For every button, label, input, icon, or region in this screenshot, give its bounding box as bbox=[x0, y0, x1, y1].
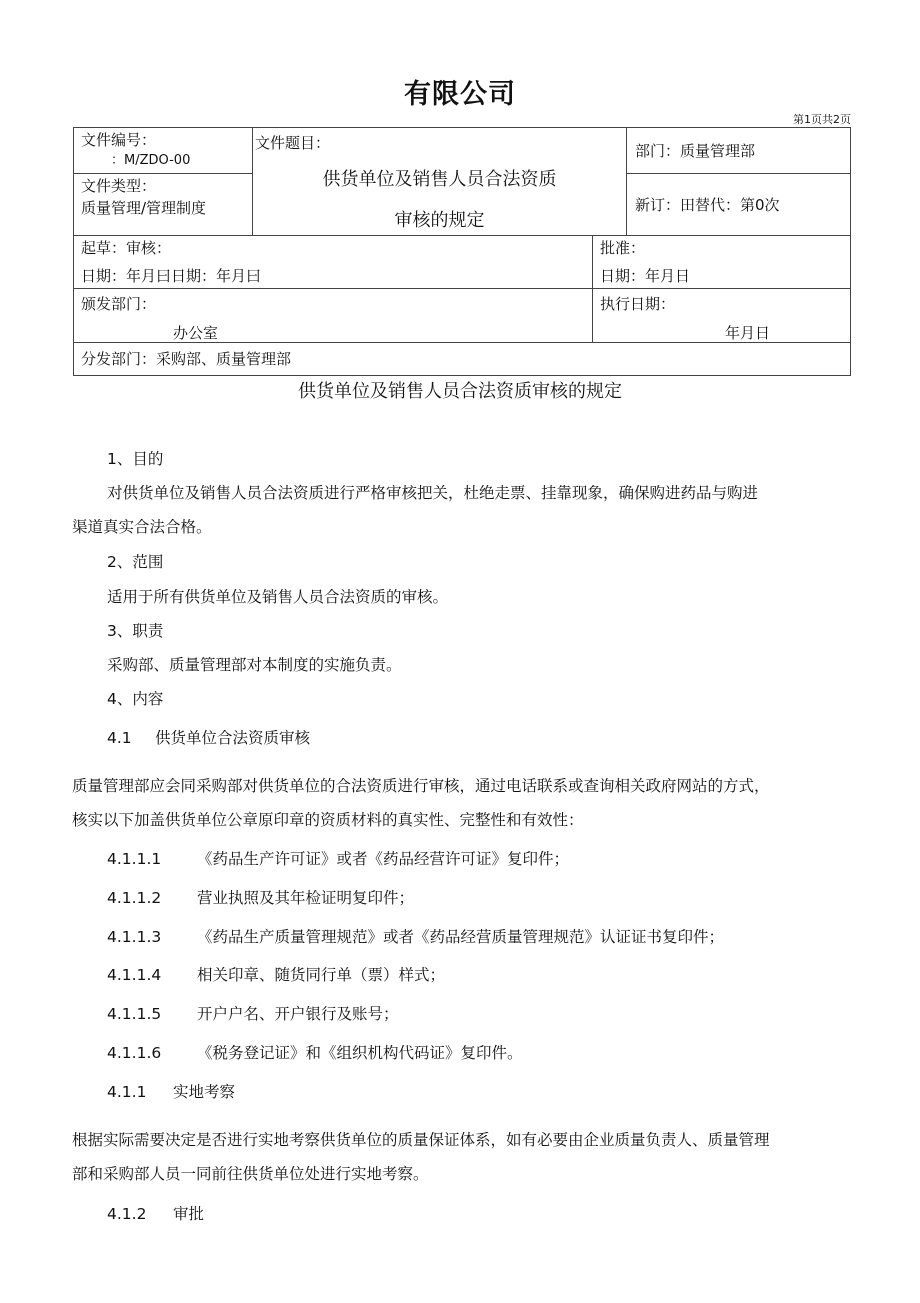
list-item bbox=[107, 1042, 523, 1064]
item-number: 4.1.1.4 bbox=[107, 966, 162, 984]
item-number: 4.1.1.5 bbox=[107, 1005, 162, 1023]
list-item bbox=[107, 887, 414, 909]
distribute-dept: 分发部门：采购部、质量管理部 bbox=[81, 350, 292, 368]
section-1-line-1: 对供货单位及销售人员合法资质进行严格审核把关，杜绝走票、挂靠现象，确保购进药品与购进 bbox=[107, 484, 759, 502]
section-3-heading: 3、职责 bbox=[107, 622, 164, 640]
item-text: 营业执照及其年检证明复印件； bbox=[197, 889, 415, 907]
section-2-heading: 2、范围 bbox=[107, 553, 164, 571]
item-number: 4.1.1.1 bbox=[107, 850, 162, 868]
table-border bbox=[850, 127, 851, 376]
item-text: 《药品生产许可证》或者《药品经营许可证》复印件； bbox=[197, 850, 570, 868]
section-title: 供货单位合法资质审核 bbox=[155, 729, 311, 747]
exec-date-value: 年月日 bbox=[725, 324, 771, 342]
table-border bbox=[73, 375, 851, 376]
section-4-heading: 4、内容 bbox=[107, 690, 164, 708]
list-item bbox=[107, 964, 445, 986]
section-3-text: 采购部、质量管理部对本制度的实施负责。 bbox=[107, 656, 402, 674]
issue-dept-value: 办公室 bbox=[173, 324, 219, 342]
draft-review: 起草：审核： bbox=[81, 239, 172, 257]
draft-dates: 日期：年月曰日期：年月曰 bbox=[81, 267, 262, 285]
item-number: 4.1.1.3 bbox=[107, 928, 162, 946]
exec-date-label: 执行日期： bbox=[600, 295, 676, 313]
doc-type-value: 质量管理/管理制度 bbox=[81, 199, 207, 217]
section-4-1-para-1: 质量管理部应会同采购部对供货单位的合法资质进行审核，通过电话联系或查询相关政府网站的方式， bbox=[72, 777, 770, 795]
section-4-1-1-para-1: 根据实际需要决定是否进行实地考察供货单位的质量保证体系，如有必要由企业质量负责人、质量管理 bbox=[72, 1131, 770, 1149]
section-4-1 bbox=[107, 727, 310, 749]
table-border bbox=[73, 235, 851, 236]
issue-dept-label: 颁发部门： bbox=[81, 295, 157, 313]
item-number: 4.1.1.2 bbox=[107, 889, 162, 907]
revision: 新订：田替代：第0次 bbox=[635, 196, 780, 214]
section-number: 4.1.2 bbox=[107, 1205, 147, 1223]
item-text: 《药品生产质量管理规范》或者《药品经营质量管理规范》认证证书复印件； bbox=[197, 928, 725, 946]
table-border bbox=[626, 127, 627, 235]
item-number: 4.1.1.6 bbox=[107, 1044, 162, 1062]
section-number: 4.1.1 bbox=[107, 1083, 147, 1101]
list-item bbox=[107, 1003, 399, 1025]
table-border bbox=[73, 288, 851, 289]
table-border bbox=[73, 127, 74, 376]
section-4-1-1-para-2: 部和采购部人员一同前往供货单位处进行实地考察。 bbox=[72, 1165, 429, 1183]
list-item bbox=[107, 926, 724, 948]
approve-date: 日期：年月日 bbox=[600, 267, 691, 285]
table-border bbox=[626, 173, 851, 174]
item-text: 相关印章、随货同行单（票）样式； bbox=[197, 966, 446, 984]
header-table bbox=[73, 127, 851, 376]
section-4-1-para-2: 核实以下加盖供货单位公章原印章的资质材料的真实性、完整性和有效性： bbox=[72, 811, 584, 829]
company-name: 有限公司 bbox=[404, 79, 516, 110]
section-1-heading: 1、目的 bbox=[107, 450, 164, 468]
item-text: 《税务登记证》和《组织机构代码证》复印件。 bbox=[197, 1044, 523, 1062]
section-1-line-2: 渠道真实合法合格。 bbox=[72, 518, 212, 536]
section-title: 实地考察 bbox=[173, 1083, 236, 1101]
section-2-text: 适用于所有供货单位及销售人员合法资质的审核。 bbox=[107, 588, 449, 606]
doc-no-label: 文件编号： bbox=[81, 131, 157, 149]
doc-type-label: 文件类型： bbox=[81, 177, 157, 195]
doc-no-value: ：M/ZDO-00 bbox=[111, 153, 191, 168]
section-title: 审批 bbox=[173, 1205, 205, 1223]
table-border bbox=[592, 235, 593, 342]
item-text: 开户户名、开户银行及账号； bbox=[197, 1005, 399, 1023]
page-number: 第1页共2页 bbox=[793, 113, 851, 126]
topic-label: 文件题目： bbox=[255, 134, 331, 152]
table-border bbox=[73, 127, 851, 128]
topic-line-2: 审核的规定 bbox=[394, 210, 485, 231]
table-border bbox=[73, 173, 253, 174]
section-4-1-2 bbox=[107, 1203, 204, 1225]
doc-title: 供货单位及销售人员合法资质审核的规定 bbox=[298, 381, 622, 402]
list-item bbox=[107, 848, 569, 870]
section-number: 4.1 bbox=[107, 729, 132, 747]
topic-line-1: 供货单位及销售人员合法资质 bbox=[322, 169, 557, 190]
department: 部门：质量管理部 bbox=[635, 142, 756, 160]
approve: 批准： bbox=[600, 239, 646, 257]
section-4-1-1 bbox=[107, 1081, 235, 1103]
